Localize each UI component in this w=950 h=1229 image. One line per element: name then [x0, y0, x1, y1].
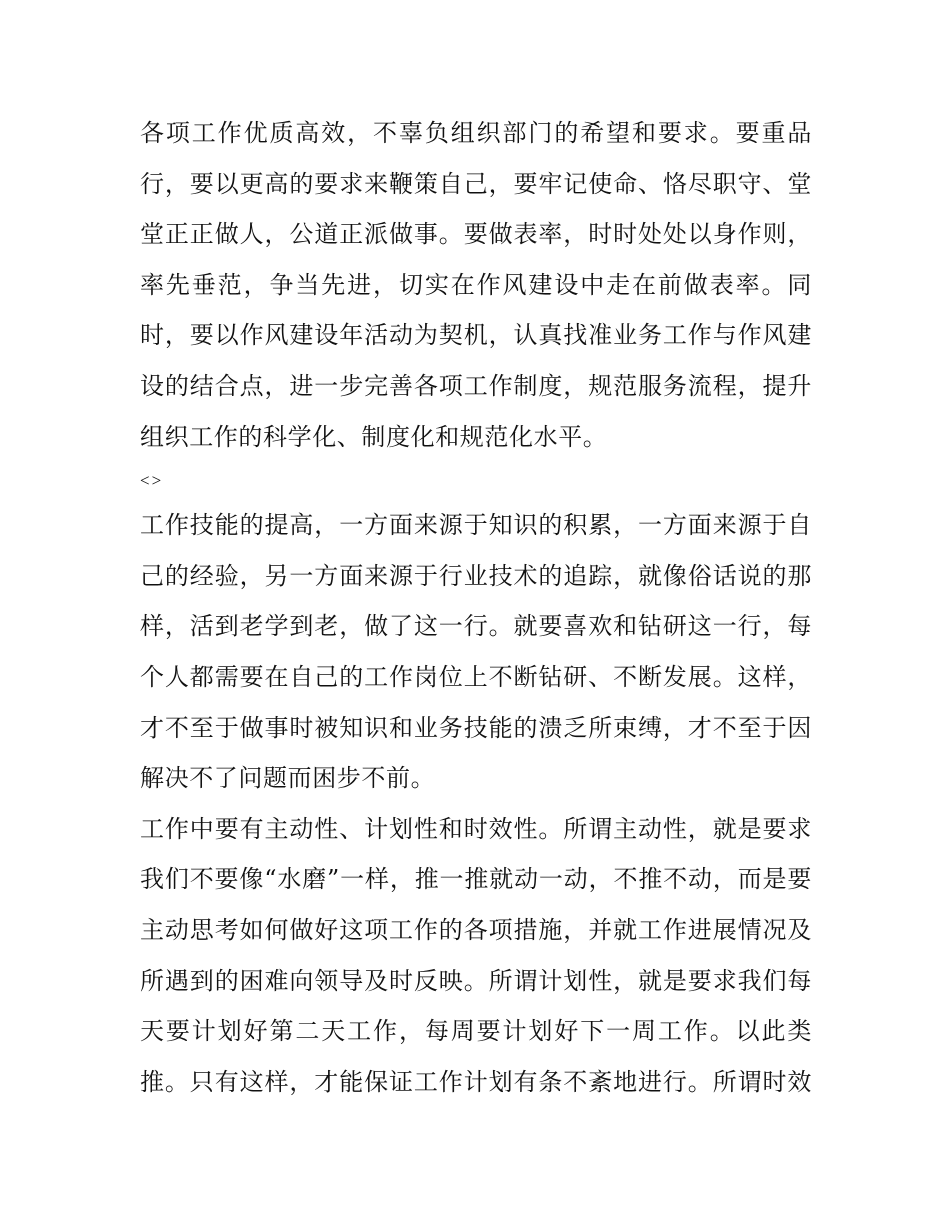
- paragraph-initiative-planning: [140, 804, 812, 1108]
- text-line: 率先垂范，争当先进，切实在作风建设中走在前做表率。同: [140, 270, 812, 299]
- text-line: 堂正正做人，公道正派做事。要做表率，时时处处以身作则，: [140, 220, 812, 249]
- text-line: 我们不要像“水磨”一样，推一推就动一动，不推不动，而是要: [140, 865, 812, 894]
- text-line: 推。只有这样，才能保证工作计划有条不紊地进行。所谓时效: [140, 1067, 812, 1096]
- text-line: 解决不了问题而困步不前。: [140, 764, 436, 793]
- text-line: 工作技能的提高，一方面来源于知识的积累，一方面来源于自: [140, 511, 812, 540]
- section-separator: <>: [140, 471, 164, 491]
- text-line: 工作中要有主动性、计划性和时效性。所谓主动性，就是要求: [140, 814, 812, 843]
- text-line: 样，活到老学到老，做了这一行。就要喜欢和钻研这一行，每: [140, 612, 812, 641]
- text-line: 时，要以作风建设年活动为契机，认真找准业务工作与作风建: [140, 321, 812, 350]
- paragraph-organization-work: [140, 108, 812, 462]
- text-line: 组织工作的科学化、制度化和规范化水平。: [140, 422, 608, 451]
- text-line: 行，要以更高的要求来鞭策自己，要牢记使命、恪尽职守、堂: [140, 169, 812, 198]
- document-body: [140, 108, 812, 1107]
- text-line: 个人都需要在自己的工作岗位上不断钻研、不断发展。这样，: [140, 662, 812, 691]
- text-line: 主动思考如何做好这项工作的各项措施，并就工作进展情况及: [140, 915, 812, 944]
- text-line: 设的结合点，进一步完善各项工作制度，规范服务流程，提升: [140, 371, 812, 400]
- text-line: 所遇到的困难向领导及时反映。所谓计划性，就是要求我们每: [140, 966, 812, 995]
- text-line: 己的经验，另一方面来源于行业技术的追踪，就像俗话说的那: [140, 561, 812, 590]
- text-line: 各项工作优质高效，不辜负组织部门的希望和要求。要重品: [140, 119, 812, 147]
- paragraph-work-skills: [140, 500, 812, 804]
- text-line: 天要计划好第二天工作，每周要计划好下一周工作。以此类: [140, 1017, 812, 1046]
- text-line: 才不至于做事时被知识和业务技能的溃乏所束缚，才不至于因: [140, 713, 812, 742]
